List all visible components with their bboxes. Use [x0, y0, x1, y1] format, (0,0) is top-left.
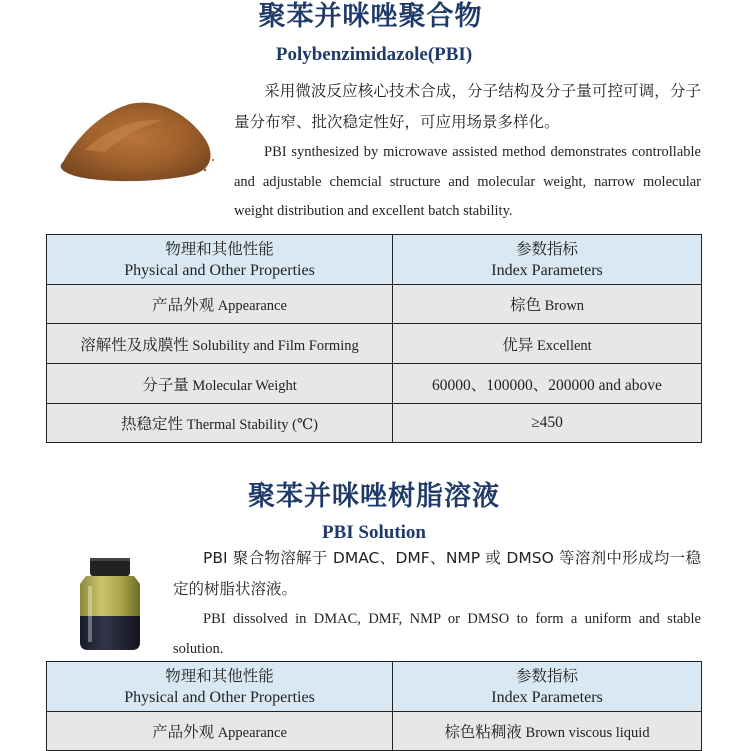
value-cell: ≥450 — [393, 404, 702, 443]
section1-description-cn: 采用微波反应核心技术合成，分子结构及分子量可控可调，分子量分布窄、批次稳定性好，可应用场景多样化。 — [234, 82, 701, 131]
table-row — [47, 364, 702, 404]
pbi-powder-image — [45, 90, 225, 194]
header-properties: 物理和其他性能 Physical and Other Properties — [47, 235, 393, 285]
section1-description — [234, 77, 701, 227]
section1-title-en: Polybenzimidazole(PBI) — [275, 44, 473, 65]
section1-description-en: PBI synthesized by microwave assisted method demonstrates controllable and adjustable chemcial structure and molecular weight, narrow molecular weight distribution and excellent batch stability. — [234, 144, 701, 219]
value-cell: 60000、100000、200000 and above — [393, 364, 702, 404]
header-parameters: 参数指标 Index Parameters — [393, 235, 702, 285]
table-header-row — [47, 235, 702, 285]
property-cell: 溶解性及成膜性 Solubility and Film Forming — [47, 324, 393, 364]
header-parameters: 参数指标 Index Parameters — [393, 662, 702, 712]
table-row — [47, 285, 702, 324]
table-header-row — [47, 662, 702, 712]
property-cell: 产品外观 Appearance — [47, 712, 393, 751]
section2-title-cn: 聚苯并咪唑树脂溶液 — [248, 481, 500, 512]
table-row — [47, 404, 702, 443]
property-cell: 热稳定性 Thermal Stability (℃) — [47, 404, 393, 443]
section1-spec-table — [46, 234, 702, 443]
table-row — [47, 324, 702, 364]
property-cell: 分子量 Molecular Weight — [47, 364, 393, 404]
value-cell: 优异 Excellent — [393, 324, 702, 364]
pbi-solution-bottle-image — [52, 552, 162, 654]
section2-description-cn: PBI 聚合物溶解于 DMAC、DMF、NMP 或 DMSO 等溶剂中形成均一稳定的树脂状溶液。 — [173, 549, 701, 598]
header-properties: 物理和其他性能 Physical and Other Properties — [47, 662, 393, 712]
section2-description — [173, 544, 701, 664]
section2-spec-table — [46, 661, 702, 751]
value-cell: 棕色 Brown — [393, 285, 702, 324]
table-row — [47, 712, 702, 751]
section2-title-en: PBI Solution — [321, 522, 426, 543]
section1-title-cn: 聚苯并咪唑聚合物 — [258, 1, 483, 32]
property-cell: 产品外观 Appearance — [47, 285, 393, 324]
value-cell: 棕色粘稠液 Brown viscous liquid — [393, 712, 702, 751]
section2-description-en: PBI dissolved in DMAC, DMF, NMP or DMSO to form a uniform and stable solution. — [173, 611, 701, 657]
